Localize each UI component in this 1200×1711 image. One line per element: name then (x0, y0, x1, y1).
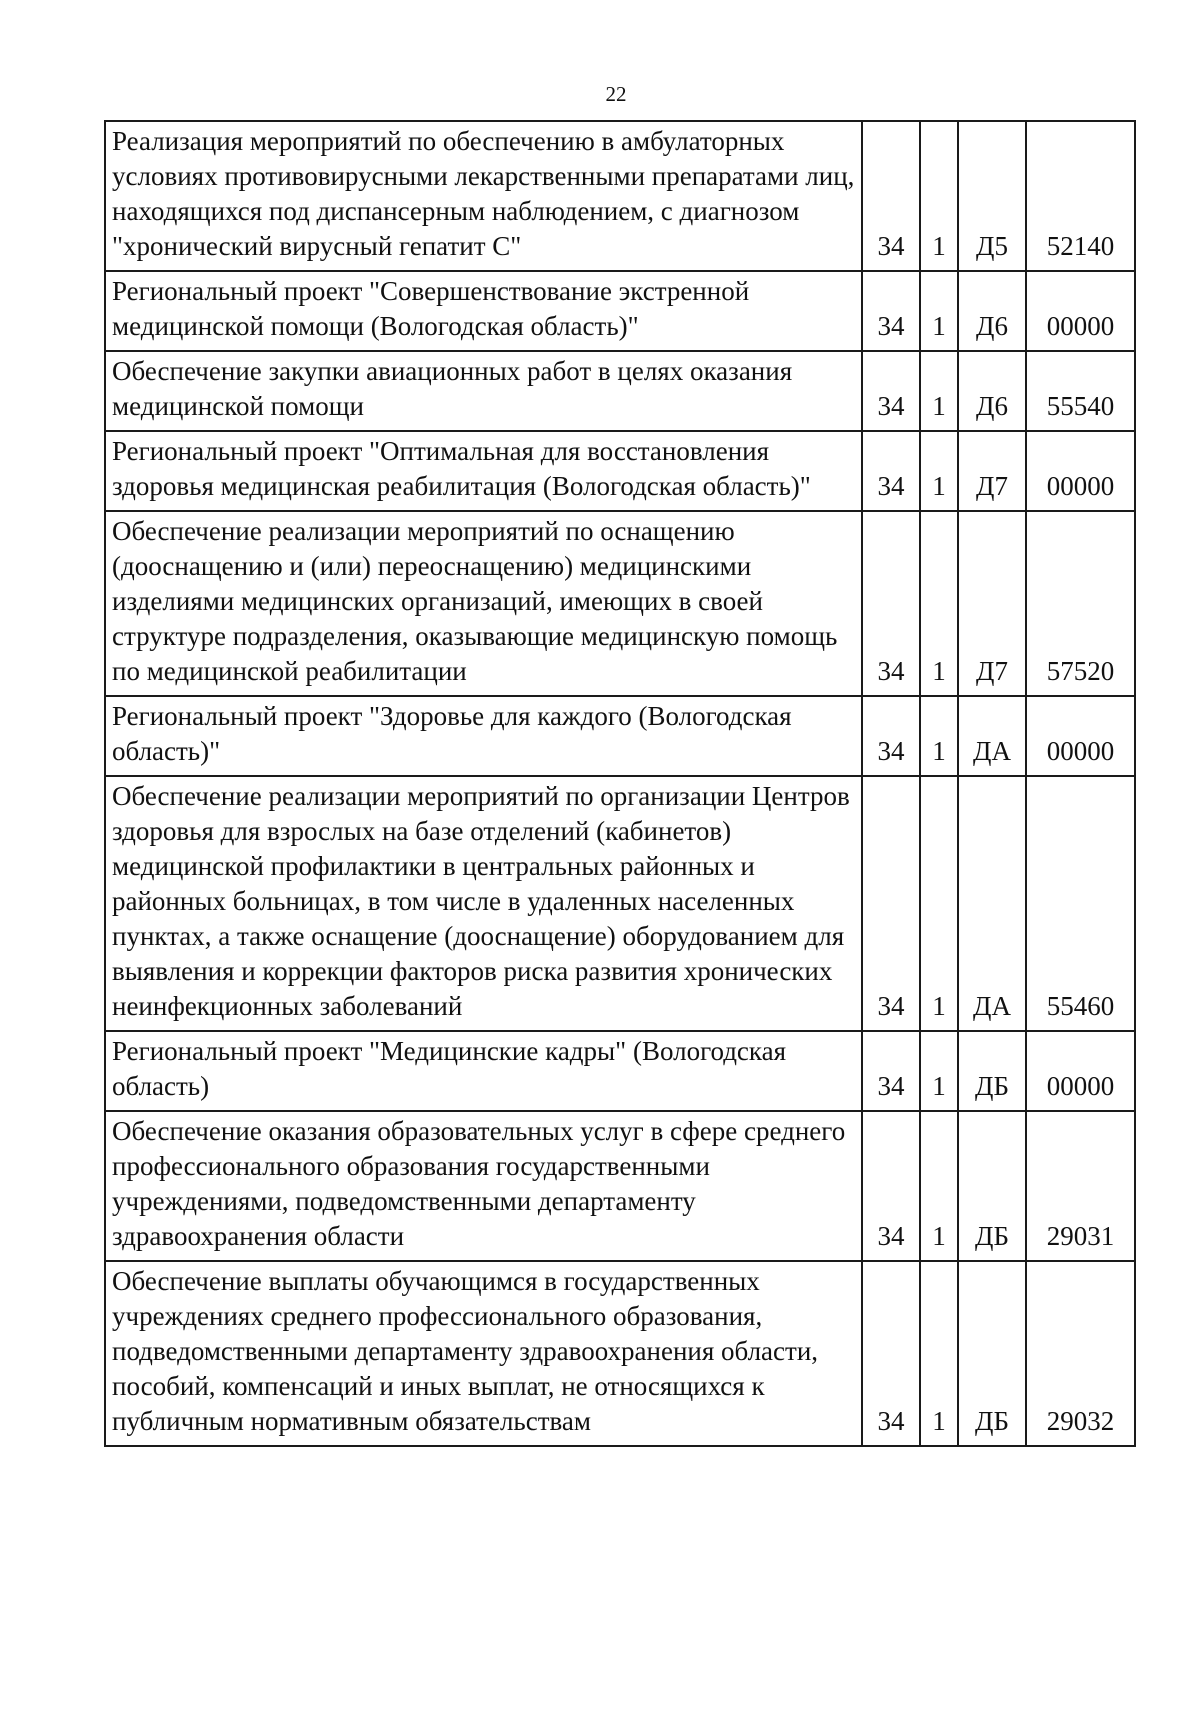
table-row (105, 121, 1135, 271)
section-code: 34 (862, 511, 920, 696)
expense-code: 29031 (1026, 1111, 1135, 1261)
budget-classification-table (104, 120, 1136, 1447)
article-code: ДА (958, 776, 1026, 1031)
subsection-code: 1 (920, 351, 958, 431)
section-code: 34 (862, 121, 920, 271)
row-description: Региональный проект "Совершенствование экстренной медицинской помощи (Вологодская область)" (105, 271, 862, 351)
table-row (105, 431, 1135, 511)
section-code: 34 (862, 431, 920, 511)
row-description: Реализация мероприятий по обеспечению в амбулаторных условиях противовирусными лекарственными препаратами лиц, находящихся под диспансерным наблюдением, с диагнозом "хронический вирусный гепатит С" (105, 121, 862, 271)
row-description: Региональный проект "Оптимальная для восстановления здоровья медицинская реабилитация (Вологодская область)" (105, 431, 862, 511)
table-row (105, 1031, 1135, 1111)
page-number: 22 (605, 82, 627, 106)
expense-code: 55460 (1026, 776, 1135, 1031)
article-code: ДБ (958, 1261, 1026, 1446)
section-code: 34 (862, 1031, 920, 1111)
table-row (105, 696, 1135, 776)
subsection-code: 1 (920, 1111, 958, 1261)
row-description: Региональный проект "Здоровье для каждого (Вологодская область)" (105, 696, 862, 776)
table-row (105, 271, 1135, 351)
article-code: ДБ (958, 1031, 1026, 1111)
table-row (105, 1261, 1135, 1446)
expense-code: 29032 (1026, 1261, 1135, 1446)
article-code: ДБ (958, 1111, 1026, 1261)
row-description: Обеспечение реализации мероприятий по организации Центров здоровья для взрослых на базе отделений (кабинетов) медицинской профилактики в центральных районных и районных больницах, в том числе в удаленных населенных пунктах, а также оснащение (дооснащение) оборудованием для выявления и коррекции факторов риска развития хронических неинфекционных заболеваний (105, 776, 862, 1031)
subsection-code: 1 (920, 271, 958, 351)
row-description: Обеспечение оказания образовательных услуг в сфере среднего профессионального образования государственными учреждениями, подведомственными департаменту здравоохранения области (105, 1111, 862, 1261)
article-code: Д7 (958, 431, 1026, 511)
article-code: ДА (958, 696, 1026, 776)
subsection-code: 1 (920, 121, 958, 271)
expense-code: 00000 (1026, 696, 1135, 776)
section-code: 34 (862, 271, 920, 351)
row-description: Обеспечение закупки авиационных работ в целях оказания медицинской помощи (105, 351, 862, 431)
section-code: 34 (862, 696, 920, 776)
table-row (105, 351, 1135, 431)
section-code: 34 (862, 351, 920, 431)
expense-code: 52140 (1026, 121, 1135, 271)
table-row (105, 1111, 1135, 1261)
expense-code: 57520 (1026, 511, 1135, 696)
subsection-code: 1 (920, 511, 958, 696)
subsection-code: 1 (920, 1261, 958, 1446)
expense-code: 00000 (1026, 271, 1135, 351)
article-code: Д6 (958, 351, 1026, 431)
row-description: Региональный проект "Медицинские кадры" (Вологодская область) (105, 1031, 862, 1111)
table-row (105, 776, 1135, 1031)
subsection-code: 1 (920, 776, 958, 1031)
subsection-code: 1 (920, 696, 958, 776)
subsection-code: 1 (920, 1031, 958, 1111)
expense-code: 00000 (1026, 431, 1135, 511)
section-code: 34 (862, 1261, 920, 1446)
article-code: Д7 (958, 511, 1026, 696)
section-code: 34 (862, 776, 920, 1031)
article-code: Д6 (958, 271, 1026, 351)
section-code: 34 (862, 1111, 920, 1261)
row-description: Обеспечение реализации мероприятий по оснащению (дооснащению и (или) переоснащению) медицинскими изделиями медицинских организаций, имеющих в своей структуре подразделения, оказывающие медицинскую помощь по медицинской реабилитации (105, 511, 862, 696)
expense-code: 55540 (1026, 351, 1135, 431)
expense-code: 00000 (1026, 1031, 1135, 1111)
subsection-code: 1 (920, 431, 958, 511)
row-description: Обеспечение выплаты обучающимся в государственных учреждениях среднего профессионального образования, подведомственными департаменту здравоохранения области, пособий, компенсаций и иных выплат, не относящихся к публичным нормативным обязательствам (105, 1261, 862, 1446)
article-code: Д5 (958, 121, 1026, 271)
table-row (105, 511, 1135, 696)
